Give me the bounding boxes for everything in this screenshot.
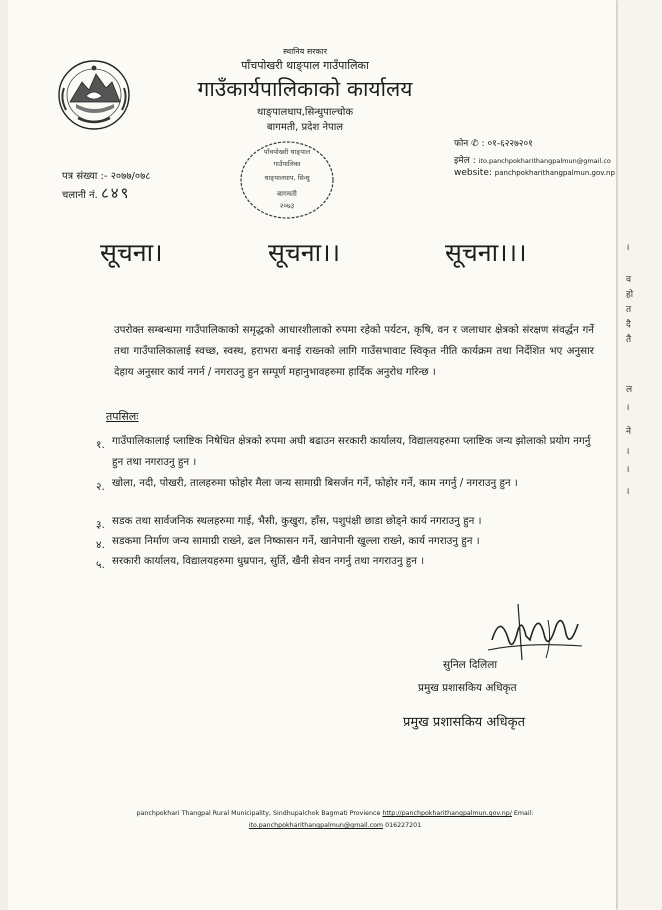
stamp-line5: २०७३: [279, 202, 295, 210]
signatory-title-handwritten: प्रमुख प्रशासकिय अधिकृत: [403, 715, 526, 730]
letter-number-value: २०७७/०७८: [110, 171, 151, 182]
letter-number-label: पत्र संख्या :-: [62, 171, 108, 182]
list-item: सरकारी कार्यालय, विद्यालयहरुमा धुम्रपान, सुर्ति, खैनी सेवन नगर्नु तथा नगराउनु हुन ।: [112, 555, 425, 567]
footer-line-1: [120, 810, 550, 817]
list-item: सडक तथा सार्वजनिक स्थलहरुमा गाई, भैसी, कुखुरा, हाँस, पशुपंक्षी छाडा छोड्ने कार्य नगराउनु हुन ।: [112, 515, 482, 527]
list-item-number: १.: [96, 439, 105, 451]
list-item-number: ४.: [96, 539, 105, 551]
signatory-name: सुनिल दिलिला: [443, 659, 498, 671]
margin-char: ।: [626, 403, 630, 413]
stamp-line1: पाँचपोखरी थाङ्पाल: [263, 148, 311, 156]
margin-char: दै: [626, 320, 631, 330]
list-title: तपसिलः: [106, 410, 139, 423]
notice-heading-3: सूचना।।।: [445, 238, 527, 267]
phone-label: फोन: [454, 139, 469, 149]
website-value: panchpokharithangpalmun.gov.np: [494, 169, 615, 177]
list-item: सडकमा निर्माण जन्य सामाग्री राख्ने, ढल निष्कासन गर्ने, खानेपानी खुल्ला राख्ने, कार्य नगराउनु हुन ।: [112, 535, 480, 547]
contact-phone: [454, 136, 533, 149]
website-label: website:: [454, 168, 492, 178]
margin-char: ।: [626, 243, 630, 253]
margin-char: त: [626, 305, 632, 315]
margin-char: ।: [626, 447, 630, 457]
email-label: इमेल :: [454, 156, 476, 166]
header-govt: स्थानिय सरकार: [283, 47, 327, 56]
body-paragraph-text: उपरोक्त सम्बन्धमा गाउँपालिकाको समृद्धको आधारशीलाको रुपमा रहेको पर्यटन, कृषि, वन र जलाधार क्षेत्रको संरक्षण संवर्द्धन गर्ने तथा गाउँपालिकालाई स्वच्छ, स्वस्थ, हराभरा बनाई राख्नको लागि गाउँसभावाट स्विकृत नीति कार्यक्रम तथा निर्देशित भए अनुसार देहाय अनुसार कार्य नगर्न / नगराउनु हुन सम्पूर्ण महानुभावहरुमा हार्दिक अनुरोध गरिन्छ ।: [114, 324, 594, 378]
footer-email-link[interactable]: ito.panchpokharithangpalmun@gmail.com: [248, 822, 384, 829]
dispatch-number-label: चलानी नं.: [62, 190, 98, 201]
office-stamp: [232, 136, 342, 224]
dispatch-number-value: ८४९: [100, 184, 131, 202]
margin-char: ल: [626, 385, 633, 395]
signatory-title: प्रमुख प्रशासकिय अधिकृत: [418, 682, 517, 694]
list-item-number: २.: [96, 481, 105, 493]
list-item-number: ३.: [96, 519, 105, 531]
notice-heading-1: सूचना।: [100, 238, 163, 267]
phone-icon: ✆: [471, 139, 479, 149]
list-item: खोला, नदी, पोखरी, तालहरुमा फोहोर मैला जन्य सामाग्री बिसर्जन गर्ने, फोहोर गर्ने, काम नगर्नु / नगराउनु हुन ।: [112, 477, 518, 489]
header-office-title: गाउँकार्यपालिकाको कार्यालय: [197, 77, 413, 101]
list-item-number: ५.: [96, 559, 105, 571]
header-address: थाङ्पालधाप,सिन्धुपाल्चोक: [256, 107, 354, 118]
letter-number: [62, 168, 151, 182]
dispatch-number: [62, 183, 130, 203]
footer-line-2: [120, 822, 550, 829]
margin-char: ।: [626, 465, 630, 475]
stamp-line4: बागमती: [277, 190, 297, 198]
margin-char: तै: [626, 335, 632, 345]
phone-value: : ०१-६२२७२०१: [481, 139, 533, 149]
stamp-line2: गाउँपालिका: [273, 160, 301, 168]
footer-phone: 016227201: [385, 822, 422, 829]
header-municipality: पाँचपोखरी थाङ्पाल गाउँपालिका: [241, 59, 369, 72]
margin-char: व: [626, 275, 632, 285]
margin-char: हो: [626, 290, 634, 300]
footer-website-link[interactable]: http://panchpokharithangpalmun.gov.np/: [382, 810, 512, 817]
header-province: बागमती, प्रदेश नेपाल: [266, 122, 344, 133]
footer-address: panchpokhari Thangpal Rural Municipality, Sindhupalchok Bagmati Provience: [136, 810, 381, 817]
contact-email: [454, 153, 611, 166]
footer-email-label: Email:: [513, 810, 534, 817]
list-item: गाउँपालिकालाई प्लाष्टिक निषेधित क्षेत्रको रुपमा अघी बढाउन सरकारी कार्यालय, विद्यालयहरुमा प्लाष्टिक जन्य झोलाको प्रयोग नगर्नु हुन तथा नगराउनु हुन ।: [112, 435, 591, 468]
nepal-emblem-icon: [56, 58, 132, 132]
margin-char: ।: [626, 487, 630, 497]
body-paragraph: [88, 320, 594, 383]
notice-heading-2: सूचना।।: [268, 238, 341, 267]
contact-website: [454, 168, 615, 178]
margin-char: ने: [626, 427, 631, 437]
next-page-edge: [618, 0, 662, 910]
email-value: ito.panchpokharithangpalmun@gmail.co: [478, 157, 611, 165]
stamp-line3: थाङ्पालधाप, सिन्धु: [264, 174, 310, 182]
